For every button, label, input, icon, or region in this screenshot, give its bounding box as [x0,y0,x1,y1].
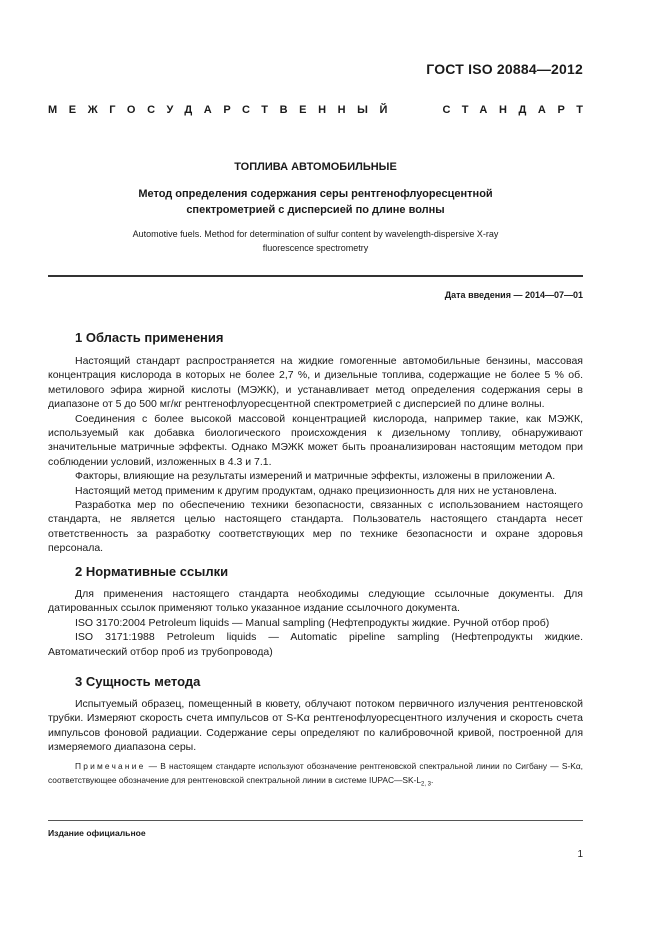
note-label: Примечание [75,761,146,771]
title-divider [48,275,583,277]
effective-date: Дата введения — 2014—07—01 [444,290,583,300]
note-subscript: 2, 3 [421,781,432,788]
note-text: — В настоящем стандарте используют обозначение рентгеновской спектральной линии по Сигбану — S-Kα, соответствующее обозначение для рентгеновской спектральной линии в системе IUPAC—SK-L [48,761,583,785]
document-subtitle: Метод определения содержания серы рентгенофлуоресцентной спектрометрией с дисперсией по длине волны [138,188,493,216]
paragraph: Соединения с более высокой массовой концентрацией кислорода, например такие, как МЭЖК, используемый как добавка биологического происхождения к дизельному топливу, обнаруживают значительные матричные эффекты. Однако МЭЖК может быть проанализирован настоящим методом при соблюдении условий, изложенных в 4.3 и 7.1. [48,412,583,468]
reference-item: ISO 3170:2004 Petroleum liquids — Manual sampling (Нефтепродукты жидкие. Ручной отбор проб) [75,616,550,629]
section-2-body [48,587,583,659]
edition-label: Издание официальное [48,828,146,838]
section-1-body [48,354,583,556]
section-3-body [48,697,583,755]
paragraph: Испытуемый образец, помещенный в кювету, облучают потоком первичного излучения рентгеновской трубки. Измеряют скорость счета импульсов от S-Kα рентгенофлуоресцентного излучения и скорость счета импульсов фоновой радиации. Содержание серы определяют по калибровочной кривой, построенной для измеряемого диапазона серы. [48,698,583,754]
paragraph: Для применения настоящего стандарта необходимы следующие ссылочные документы. Для датированных ссылок применяют только указанное издание ссылочного документа. [48,588,583,615]
section-2-heading: 2 Нормативные ссылки [75,564,229,579]
footer-divider [48,820,583,821]
band-right-word: СТАНДАРТ [442,104,595,116]
paragraph: Факторы, влияющие на результаты измерений и матричные эффекты, изложены в приложении А. [75,470,556,483]
section-3-note [48,760,583,792]
english-title: Automotive fuels. Method for determination of sulfur content by wavelength-dispersive X-ray fluorescence spectrometry [132,229,499,253]
paragraph: Разработка мер по обеспечению техники безопасности, связанных с использованием настоящего стандарта, не является целью настоящего стандарта. Пользователь настоящего стандарта несет ответственность за разработку соответствующих мер по технике безопасности и охране здоровья персонала. [48,499,583,555]
standard-type-band [48,104,595,116]
paragraph: Настоящий стандарт распространяется на жидкие гомогенные автомобильные бензины, массовая концентрация кислорода в которых не более 2,7 %, и дизельные топлива, содержащие не более 5 % об. метилового эфира жирной кислоты (МЭЖК), и устанавливает метод определения содержания серы в диапазоне от 5 до 500 мг/кг рентгенофлуоресцентной спектрометрией с дисперсией по длине волны. [48,355,583,411]
paragraph: Настоящий метод применим к другим продуктам, однако прецизионность для них не установлена. [75,484,557,497]
section-1-heading: 1 Область применения [75,330,224,345]
section-3-heading: 3 Сущность метода [75,674,201,689]
document-title: ТОПЛИВА АВТОМОБИЛЬНЫЕ [234,161,397,173]
reference-item: ISO 3171:1988 Petroleum liquids — Automatic pipeline sampling (Нефтепродукты жидкие. Автоматический отбор проб из трубопровода) [48,631,583,658]
standard-code: ГОСТ ISO 20884—2012 [426,61,583,77]
note-end: . [431,774,434,785]
band-left-word: МЕЖГОСУДАРСТВЕННЫЙ [48,104,400,116]
page-number: 1 [577,849,583,860]
